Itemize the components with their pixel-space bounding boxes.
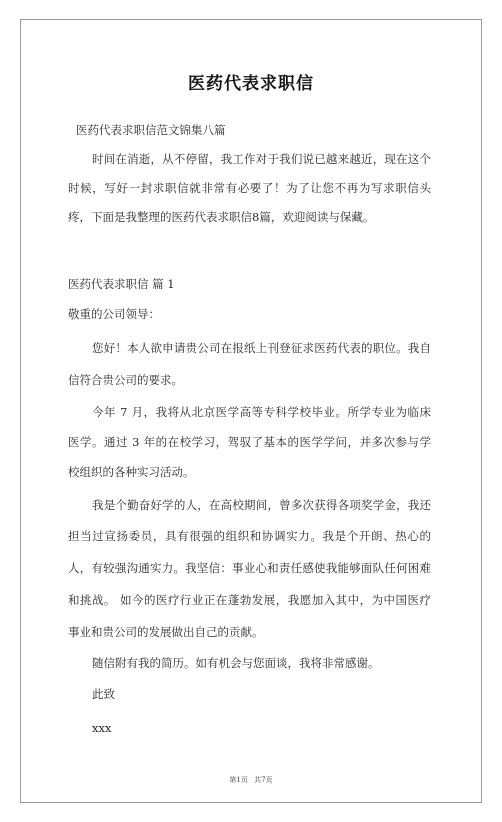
salutation: 敬重的公司领导： (68, 307, 160, 321)
para1-line-2: 信符合贵公司的要求。 (68, 373, 183, 387)
para3-line-5: 事业和贵公司的发展做出自己的贡献。 (68, 625, 264, 639)
document-subtitle: 医药代表求职信范文锦集八篇 (76, 123, 226, 137)
page-footer (0, 775, 502, 785)
para3-line-1: 我是个勤奋好学的人，在高校期间，曾多次获得各项奖学金，我还 (92, 498, 431, 512)
para3-line-3: 人，有较强沟通实力。我坚信：事业心和责任感使我能够面队任何困难 (68, 561, 431, 575)
section-heading: 医药代表求职信 篇 1 (68, 277, 175, 291)
closing: 此致 (92, 687, 115, 701)
intro-line-1: 时间在消逝，从不停留，我工作对于我们说已越来越近，现在这个 (92, 152, 431, 166)
document-title: 医药代表求职信 (188, 74, 314, 94)
para3-line-4: 和挑战。 如今的医疗行业正在蓬勃发展，我愿加入其中，为中国医疗 (68, 593, 431, 607)
intro-line-3: 疼，下面是我整理的医药代表求职信8篇，欢迎阅读与保藏。 (68, 210, 375, 224)
para2-line-1: 今年 7 月，我将从北京医学高等专科学校毕业。所学专业为临床 (92, 405, 431, 419)
total-pages: 共7页 (254, 776, 273, 784)
para1-line-1: 您好！本人欲申请贵公司在报纸上刊登征求医药代表的职位。我自 (92, 341, 431, 355)
para2-line-2: 医学。通过 3 年的在校学习，驾驭了基本的医学学问，并多次参与学 (68, 435, 431, 449)
signature: xxx (92, 721, 112, 735)
para4: 随信附有我的简历。如有机会与您面谈，我将非常感谢。 (92, 656, 380, 670)
para3-line-2: 担当过宣扬委员，具有很强的组织和协调实力。我是个开朗、热心的 (68, 529, 431, 543)
para2-line-3: 校组织的各种实习活动。 (68, 465, 195, 479)
current-page: 第1页 (229, 776, 248, 784)
intro-line-2: 时候，写好一封求职信就非常有必要了！为了让您不再为写求职信头 (68, 181, 431, 195)
